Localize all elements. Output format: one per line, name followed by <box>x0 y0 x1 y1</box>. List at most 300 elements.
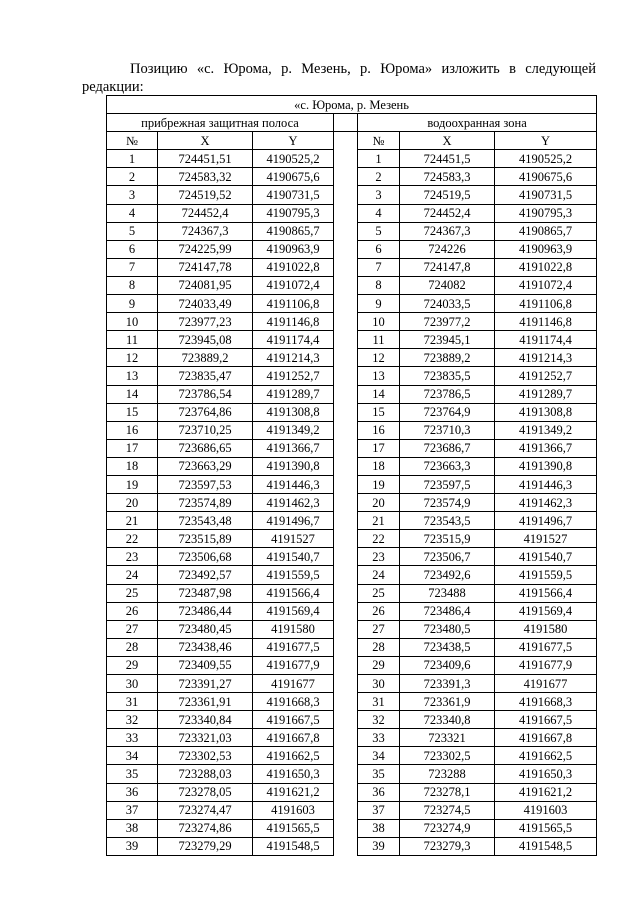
right-y-cell: 4191390,8 <box>495 457 597 475</box>
left-y-cell: 4191540,7 <box>253 548 334 566</box>
left-point-number: 39 <box>107 837 158 855</box>
right-x-cell: 723710,3 <box>400 421 495 439</box>
right-point-number: 16 <box>358 421 400 439</box>
right-point-number: 8 <box>358 276 400 294</box>
left-x-cell: 723278,05 <box>158 783 253 801</box>
left-x-cell: 723487,98 <box>158 584 253 602</box>
column-gap <box>334 548 358 566</box>
right-x-cell: 723597,5 <box>400 475 495 493</box>
table-row <box>107 403 597 421</box>
left-point-number: 5 <box>107 222 158 240</box>
right-x-cell: 724147,8 <box>400 258 495 276</box>
right-point-number: 2 <box>358 168 400 186</box>
left-y-cell: 4191580 <box>253 620 334 638</box>
left-point-number: 14 <box>107 385 158 403</box>
left-point-number: 13 <box>107 367 158 385</box>
left-x-cell: 723515,89 <box>158 530 253 548</box>
left-x-cell: 724147,78 <box>158 258 253 276</box>
right-x-cell: 723543,5 <box>400 512 495 530</box>
table-row <box>107 675 597 693</box>
right-x-cell: 724033,5 <box>400 295 495 313</box>
right-x-cell: 723506,7 <box>400 548 495 566</box>
left-point-number: 15 <box>107 403 158 421</box>
table-row <box>107 295 597 313</box>
right-y-cell: 4191566,4 <box>495 584 597 602</box>
table-row <box>107 222 597 240</box>
left-x-cell: 723279,29 <box>158 837 253 855</box>
left-point-number: 12 <box>107 349 158 367</box>
right-point-number: 19 <box>358 475 400 493</box>
left-point-number: 21 <box>107 512 158 530</box>
right-x-cell: 723492,6 <box>400 566 495 584</box>
right-point-number: 22 <box>358 530 400 548</box>
right-y-cell: 4190731,5 <box>495 186 597 204</box>
left-y-cell: 4191548,5 <box>253 837 334 855</box>
left-point-number: 1 <box>107 150 158 168</box>
table-row <box>107 349 597 367</box>
right-point-number: 13 <box>358 367 400 385</box>
left-point-number: 11 <box>107 331 158 349</box>
group-header-row <box>107 114 597 132</box>
right-y-cell: 4191022,8 <box>495 258 597 276</box>
right-y-cell: 4191540,7 <box>495 548 597 566</box>
right-point-number: 29 <box>358 656 400 674</box>
right-x-cell: 723361,9 <box>400 693 495 711</box>
coordinates-table <box>106 95 597 856</box>
right-point-number: 5 <box>358 222 400 240</box>
left-num-header: № <box>107 132 158 150</box>
left-point-number: 28 <box>107 638 158 656</box>
table-row <box>107 186 597 204</box>
left-y-cell: 4191650,3 <box>253 765 334 783</box>
left-x-cell: 723835,47 <box>158 367 253 385</box>
table-row <box>107 711 597 729</box>
right-y-cell: 4191650,3 <box>495 765 597 783</box>
left-x-cell: 723710,25 <box>158 421 253 439</box>
column-gap <box>334 367 358 385</box>
right-y-cell: 4191349,2 <box>495 421 597 439</box>
right-x-cell: 723279,3 <box>400 837 495 855</box>
right-y-cell: 4191569,4 <box>495 602 597 620</box>
right-y-cell: 4190865,7 <box>495 222 597 240</box>
column-gap <box>334 132 358 150</box>
left-y-cell: 4191566,4 <box>253 584 334 602</box>
column-gap <box>334 295 358 313</box>
right-x-cell: 723486,4 <box>400 602 495 620</box>
column-gap <box>334 331 358 349</box>
right-x-cell: 723278,1 <box>400 783 495 801</box>
column-gap <box>334 276 358 294</box>
intro-paragraph <box>82 60 596 96</box>
right-x-cell: 723274,5 <box>400 801 495 819</box>
table-row <box>107 656 597 674</box>
column-gap <box>334 530 358 548</box>
left-point-number: 7 <box>107 258 158 276</box>
right-y-cell: 4191252,7 <box>495 367 597 385</box>
table-title-row <box>107 96 597 114</box>
right-point-number: 28 <box>358 638 400 656</box>
intro-line-1: Позицию «с. Юрома, р. Мезень, р. Юрома» изложить в следующей <box>130 61 596 77</box>
right-y-cell: 4190675,6 <box>495 168 597 186</box>
right-x-cell: 724082 <box>400 276 495 294</box>
right-x-cell: 723945,1 <box>400 331 495 349</box>
right-x-cell: 723340,8 <box>400 711 495 729</box>
table-row <box>107 475 597 493</box>
left-point-number: 32 <box>107 711 158 729</box>
left-point-number: 2 <box>107 168 158 186</box>
left-x-cell: 723486,44 <box>158 602 253 620</box>
right-y-cell: 4190963,9 <box>495 240 597 258</box>
right-point-number: 23 <box>358 548 400 566</box>
left-point-number: 31 <box>107 693 158 711</box>
table-row <box>107 421 597 439</box>
left-point-number: 37 <box>107 801 158 819</box>
left-x-cell: 723274,86 <box>158 819 253 837</box>
left-y-cell: 4191252,7 <box>253 367 334 385</box>
left-y-cell: 4190963,9 <box>253 240 334 258</box>
left-y-cell: 4191662,5 <box>253 747 334 765</box>
left-y-cell: 4191308,8 <box>253 403 334 421</box>
left-y-cell: 4190525,2 <box>253 150 334 168</box>
right-y-cell: 4191289,7 <box>495 385 597 403</box>
left-x-cell: 723480,45 <box>158 620 253 638</box>
left-x-cell: 723574,89 <box>158 494 253 512</box>
table-row <box>107 512 597 530</box>
right-y-cell: 4191668,3 <box>495 693 597 711</box>
column-gap <box>334 656 358 674</box>
column-gap <box>334 783 358 801</box>
right-point-number: 17 <box>358 439 400 457</box>
column-gap <box>334 168 358 186</box>
column-gap <box>334 439 358 457</box>
left-y-cell: 4191677,5 <box>253 638 334 656</box>
column-gap <box>334 457 358 475</box>
right-x-cell: 723302,5 <box>400 747 495 765</box>
right-point-number: 31 <box>358 693 400 711</box>
right-y-cell: 4191603 <box>495 801 597 819</box>
right-x-header: X <box>400 132 495 150</box>
left-x-cell: 723340,84 <box>158 711 253 729</box>
left-x-cell: 723945,08 <box>158 331 253 349</box>
left-point-number: 34 <box>107 747 158 765</box>
left-y-cell: 4191106,8 <box>253 295 334 313</box>
left-x-cell: 724452,4 <box>158 204 253 222</box>
left-x-cell: 724519,52 <box>158 186 253 204</box>
table-row <box>107 439 597 457</box>
right-x-cell: 723764,9 <box>400 403 495 421</box>
table-row <box>107 584 597 602</box>
table-row <box>107 168 597 186</box>
column-gap <box>334 349 358 367</box>
right-x-cell: 723391,3 <box>400 675 495 693</box>
left-y-cell: 4191667,5 <box>253 711 334 729</box>
right-x-cell: 724451,5 <box>400 150 495 168</box>
right-x-cell: 723438,5 <box>400 638 495 656</box>
right-x-cell: 723288 <box>400 765 495 783</box>
table-row <box>107 602 597 620</box>
table-row <box>107 819 597 837</box>
right-y-cell: 4191308,8 <box>495 403 597 421</box>
left-point-number: 36 <box>107 783 158 801</box>
column-gap <box>334 566 358 584</box>
right-point-number: 39 <box>358 837 400 855</box>
right-x-cell: 723686,7 <box>400 439 495 457</box>
column-gap <box>334 494 358 512</box>
table-row <box>107 367 597 385</box>
column-gap <box>334 819 358 837</box>
left-y-cell: 4191667,8 <box>253 729 334 747</box>
left-x-cell: 723977,23 <box>158 313 253 331</box>
right-y-cell: 4191548,5 <box>495 837 597 855</box>
left-point-number: 23 <box>107 548 158 566</box>
column-gap <box>334 204 358 222</box>
left-y-cell: 4191174,4 <box>253 331 334 349</box>
left-point-number: 10 <box>107 313 158 331</box>
column-gap <box>334 240 358 258</box>
left-x-cell: 723302,53 <box>158 747 253 765</box>
right-y-cell: 4191214,3 <box>495 349 597 367</box>
left-y-cell: 4190795,3 <box>253 204 334 222</box>
table-row <box>107 548 597 566</box>
left-point-number: 17 <box>107 439 158 457</box>
column-gap <box>334 258 358 276</box>
column-gap <box>334 747 358 765</box>
right-point-number: 35 <box>358 765 400 783</box>
table-row <box>107 638 597 656</box>
right-x-cell: 723515,9 <box>400 530 495 548</box>
left-point-number: 26 <box>107 602 158 620</box>
right-point-number: 11 <box>358 331 400 349</box>
left-x-cell: 723597,53 <box>158 475 253 493</box>
left-x-cell: 723663,29 <box>158 457 253 475</box>
right-y-cell: 4191667,5 <box>495 711 597 729</box>
right-y-cell: 4191580 <box>495 620 597 638</box>
left-x-cell: 724451,51 <box>158 150 253 168</box>
left-x-cell: 724225,99 <box>158 240 253 258</box>
left-point-number: 24 <box>107 566 158 584</box>
right-y-cell: 4191072,4 <box>495 276 597 294</box>
right-point-number: 1 <box>358 150 400 168</box>
right-y-cell: 4191106,8 <box>495 295 597 313</box>
right-x-cell: 723409,6 <box>400 656 495 674</box>
column-gap <box>334 729 358 747</box>
right-point-number: 9 <box>358 295 400 313</box>
right-y-cell: 4191667,8 <box>495 729 597 747</box>
intro-line-2: редакции: <box>82 79 144 95</box>
column-gap <box>334 512 358 530</box>
left-y-cell: 4191366,7 <box>253 439 334 457</box>
table-row <box>107 150 597 168</box>
right-point-number: 14 <box>358 385 400 403</box>
right-point-number: 3 <box>358 186 400 204</box>
right-point-number: 20 <box>358 494 400 512</box>
right-point-number: 24 <box>358 566 400 584</box>
column-gap <box>334 620 358 638</box>
right-y-cell: 4191662,5 <box>495 747 597 765</box>
right-y-cell: 4191565,5 <box>495 819 597 837</box>
table-row <box>107 693 597 711</box>
column-gap <box>334 584 358 602</box>
table-row <box>107 276 597 294</box>
right-y-cell: 4191446,3 <box>495 475 597 493</box>
right-y-cell: 4191146,8 <box>495 313 597 331</box>
left-y-cell: 4191496,7 <box>253 512 334 530</box>
left-y-cell: 4191446,3 <box>253 475 334 493</box>
left-point-number: 29 <box>107 656 158 674</box>
left-point-number: 9 <box>107 295 158 313</box>
right-point-number: 10 <box>358 313 400 331</box>
left-point-number: 18 <box>107 457 158 475</box>
left-y-cell: 4191022,8 <box>253 258 334 276</box>
right-y-cell: 4191677,5 <box>495 638 597 656</box>
table-row <box>107 783 597 801</box>
left-x-cell: 723274,47 <box>158 801 253 819</box>
left-point-number: 38 <box>107 819 158 837</box>
right-x-cell: 723321 <box>400 729 495 747</box>
right-point-number: 12 <box>358 349 400 367</box>
left-point-number: 19 <box>107 475 158 493</box>
table-row <box>107 729 597 747</box>
left-x-cell: 723786,54 <box>158 385 253 403</box>
right-y-cell: 4190795,3 <box>495 204 597 222</box>
column-gap <box>334 186 358 204</box>
left-y-cell: 4191214,3 <box>253 349 334 367</box>
left-x-cell: 723686,65 <box>158 439 253 457</box>
column-gap <box>334 765 358 783</box>
left-point-number: 22 <box>107 530 158 548</box>
right-x-cell: 723663,3 <box>400 457 495 475</box>
column-gap <box>334 602 358 620</box>
right-y-cell: 4191677 <box>495 675 597 693</box>
right-point-number: 27 <box>358 620 400 638</box>
left-point-number: 33 <box>107 729 158 747</box>
column-gap <box>334 114 358 132</box>
column-gap <box>334 150 358 168</box>
left-point-number: 4 <box>107 204 158 222</box>
left-y-cell: 4191677 <box>253 675 334 693</box>
right-x-cell: 723274,9 <box>400 819 495 837</box>
left-x-cell: 723543,48 <box>158 512 253 530</box>
right-y-cell: 4191621,2 <box>495 783 597 801</box>
right-y-cell: 4191366,7 <box>495 439 597 457</box>
column-gap <box>334 837 358 855</box>
right-x-cell: 724452,4 <box>400 204 495 222</box>
right-point-number: 30 <box>358 675 400 693</box>
left-y-cell: 4191072,4 <box>253 276 334 294</box>
right-y-cell: 4191677,9 <box>495 656 597 674</box>
left-y-header: Y <box>253 132 334 150</box>
right-y-cell: 4190525,2 <box>495 150 597 168</box>
left-point-number: 30 <box>107 675 158 693</box>
left-y-cell: 4191569,4 <box>253 602 334 620</box>
right-num-header: № <box>358 132 400 150</box>
column-gap <box>334 675 358 693</box>
right-point-number: 34 <box>358 747 400 765</box>
table-row <box>107 801 597 819</box>
right-group-header: водоохранная зона <box>358 114 597 132</box>
right-point-number: 6 <box>358 240 400 258</box>
left-x-cell: 723492,57 <box>158 566 253 584</box>
table-row <box>107 765 597 783</box>
column-header-row <box>107 132 597 150</box>
right-x-cell: 723977,2 <box>400 313 495 331</box>
table-row <box>107 204 597 222</box>
left-y-cell: 4191677,9 <box>253 656 334 674</box>
left-y-cell: 4191565,5 <box>253 819 334 837</box>
table-row <box>107 258 597 276</box>
left-x-cell: 723391,27 <box>158 675 253 693</box>
left-y-cell: 4191559,5 <box>253 566 334 584</box>
column-gap <box>334 801 358 819</box>
table-row <box>107 313 597 331</box>
right-x-cell: 723889,2 <box>400 349 495 367</box>
table-row <box>107 240 597 258</box>
right-point-number: 7 <box>358 258 400 276</box>
left-y-cell: 4190675,6 <box>253 168 334 186</box>
right-x-cell: 723835,5 <box>400 367 495 385</box>
left-point-number: 16 <box>107 421 158 439</box>
left-x-cell: 724033,49 <box>158 295 253 313</box>
right-y-cell: 4191496,7 <box>495 512 597 530</box>
right-point-number: 38 <box>358 819 400 837</box>
right-x-cell: 723786,5 <box>400 385 495 403</box>
right-point-number: 15 <box>358 403 400 421</box>
right-point-number: 18 <box>358 457 400 475</box>
left-y-cell: 4190731,5 <box>253 186 334 204</box>
left-x-cell: 724583,32 <box>158 168 253 186</box>
column-gap <box>334 693 358 711</box>
left-point-number: 27 <box>107 620 158 638</box>
right-x-cell: 724519,5 <box>400 186 495 204</box>
right-x-cell: 723488 <box>400 584 495 602</box>
left-y-cell: 4191462,3 <box>253 494 334 512</box>
right-point-number: 32 <box>358 711 400 729</box>
right-point-number: 21 <box>358 512 400 530</box>
left-y-cell: 4191668,3 <box>253 693 334 711</box>
left-x-cell: 724367,3 <box>158 222 253 240</box>
right-point-number: 37 <box>358 801 400 819</box>
left-y-cell: 4191390,8 <box>253 457 334 475</box>
left-x-cell: 723321,03 <box>158 729 253 747</box>
left-point-number: 35 <box>107 765 158 783</box>
left-x-cell: 723764,86 <box>158 403 253 421</box>
left-y-cell: 4190865,7 <box>253 222 334 240</box>
left-x-cell: 723438,46 <box>158 638 253 656</box>
left-point-number: 6 <box>107 240 158 258</box>
column-gap <box>334 475 358 493</box>
right-y-cell: 4191527 <box>495 530 597 548</box>
right-y-cell: 4191559,5 <box>495 566 597 584</box>
table-row <box>107 457 597 475</box>
left-y-cell: 4191603 <box>253 801 334 819</box>
left-x-cell: 723409,55 <box>158 656 253 674</box>
right-x-cell: 723480,5 <box>400 620 495 638</box>
right-y-header: Y <box>495 132 597 150</box>
column-gap <box>334 421 358 439</box>
column-gap <box>334 711 358 729</box>
left-x-cell: 724081,95 <box>158 276 253 294</box>
table-row <box>107 530 597 548</box>
table-row <box>107 494 597 512</box>
left-y-cell: 4191527 <box>253 530 334 548</box>
left-x-cell: 723288,03 <box>158 765 253 783</box>
right-y-cell: 4191174,4 <box>495 331 597 349</box>
left-point-number: 20 <box>107 494 158 512</box>
table-row <box>107 620 597 638</box>
right-y-cell: 4191462,3 <box>495 494 597 512</box>
table-row <box>107 837 597 855</box>
table-title: «с. Юрома, р. Мезень <box>107 96 597 114</box>
